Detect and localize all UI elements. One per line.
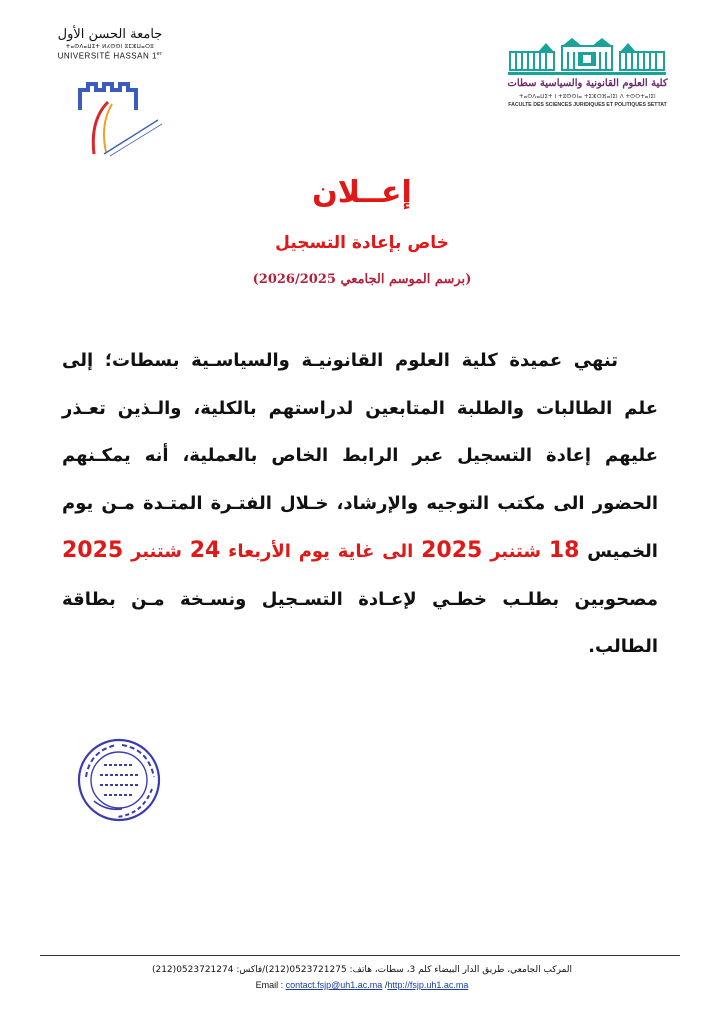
university-logo [40, 28, 180, 168]
official-stamp-icon [76, 737, 162, 823]
footer-address: المركب الجامعي، طريق الدار البيضاء كلم 3، سطات، هاتف: 0523721275(212)/فاكس: 0523721274(212) [151, 965, 573, 975]
castle-tower-icon [66, 62, 166, 157]
start-year: 2025 [421, 538, 483, 563]
footer-divider [40, 955, 680, 956]
email-link[interactable]: contact.fsjp@uh1.ac.ma [285, 980, 383, 990]
body-intro: تنهي عميدة كلية العلوم القانونيـة والسياسـية بسطات؛ إلى علم الطالبات والطلبة المتابعين لدراستهم بالكلية، والـذين تعـذر عليهم إعادة التسجيل عبر الرابط الخاص بالعملية، أنه يمكـنهم الحضور الى مكتب التوجيه والإرشاد، خـلال الفتـرة المتـدة مـن يوم الخميس [62, 350, 658, 562]
faculty-logo [505, 38, 670, 118]
website-link[interactable]: http://fsjp.uh1.ac.ma [387, 980, 469, 990]
end-day: 24 [189, 538, 221, 563]
university-name-fr: UNIVERSITÉ HASSAN 1er [57, 51, 163, 61]
end-year: 2025 [62, 538, 124, 563]
academic-season: (برسم الموسم الجامعي 2026/2025) [252, 272, 472, 287]
end-month: شتنبر [123, 541, 190, 562]
faculty-name-ar: كلية العلوم القانونية والسياسية سطات [507, 78, 668, 89]
faculty-name-fr: FACULTE DES SCIENCES JURIDIQUES ET POLITIQUES SETTAT [508, 102, 667, 108]
body-outro: مصحوبين بطلـب خطـي لإعـادة التسـجيل ونسـخة مـن بطاقة الطالب. [62, 588, 658, 657]
faculty-name-tifinagh: ⵜⴰⵙⴷⴰⵡⵉⵜ ⵏ ⵜⵓⵙⵙⵏⴰ ⵜⵉⵣⵔⴼⴰⵏⵉⵏ ⴷ ⵜⵙⵔⵜⴰⵏⵉⵏ [519, 94, 656, 100]
university-name-ar: جامعة الحسن الأول [57, 27, 163, 42]
start-month: شتنبر [482, 541, 549, 562]
announcement-title: إعــلان [312, 175, 412, 210]
footer-contact [0, 980, 724, 990]
start-day: 18 [548, 538, 580, 563]
date-connector: الى غاية يوم الأربعاء [220, 541, 422, 562]
university-name-tifinagh: ⵜⴰⵙⴷⴰⵡⵉⵜ ⵍⵃⵙⵙⵏ ⵓⵎⵣⵡⴰⵔⵓ [65, 44, 155, 50]
email-label: Email : [255, 980, 286, 990]
announcement-subtitle: خاص بإعادة التسجيل [275, 233, 449, 253]
faculty-building-icon [508, 38, 666, 76]
contact-separator: / [382, 980, 388, 990]
announcement-body [62, 337, 658, 671]
